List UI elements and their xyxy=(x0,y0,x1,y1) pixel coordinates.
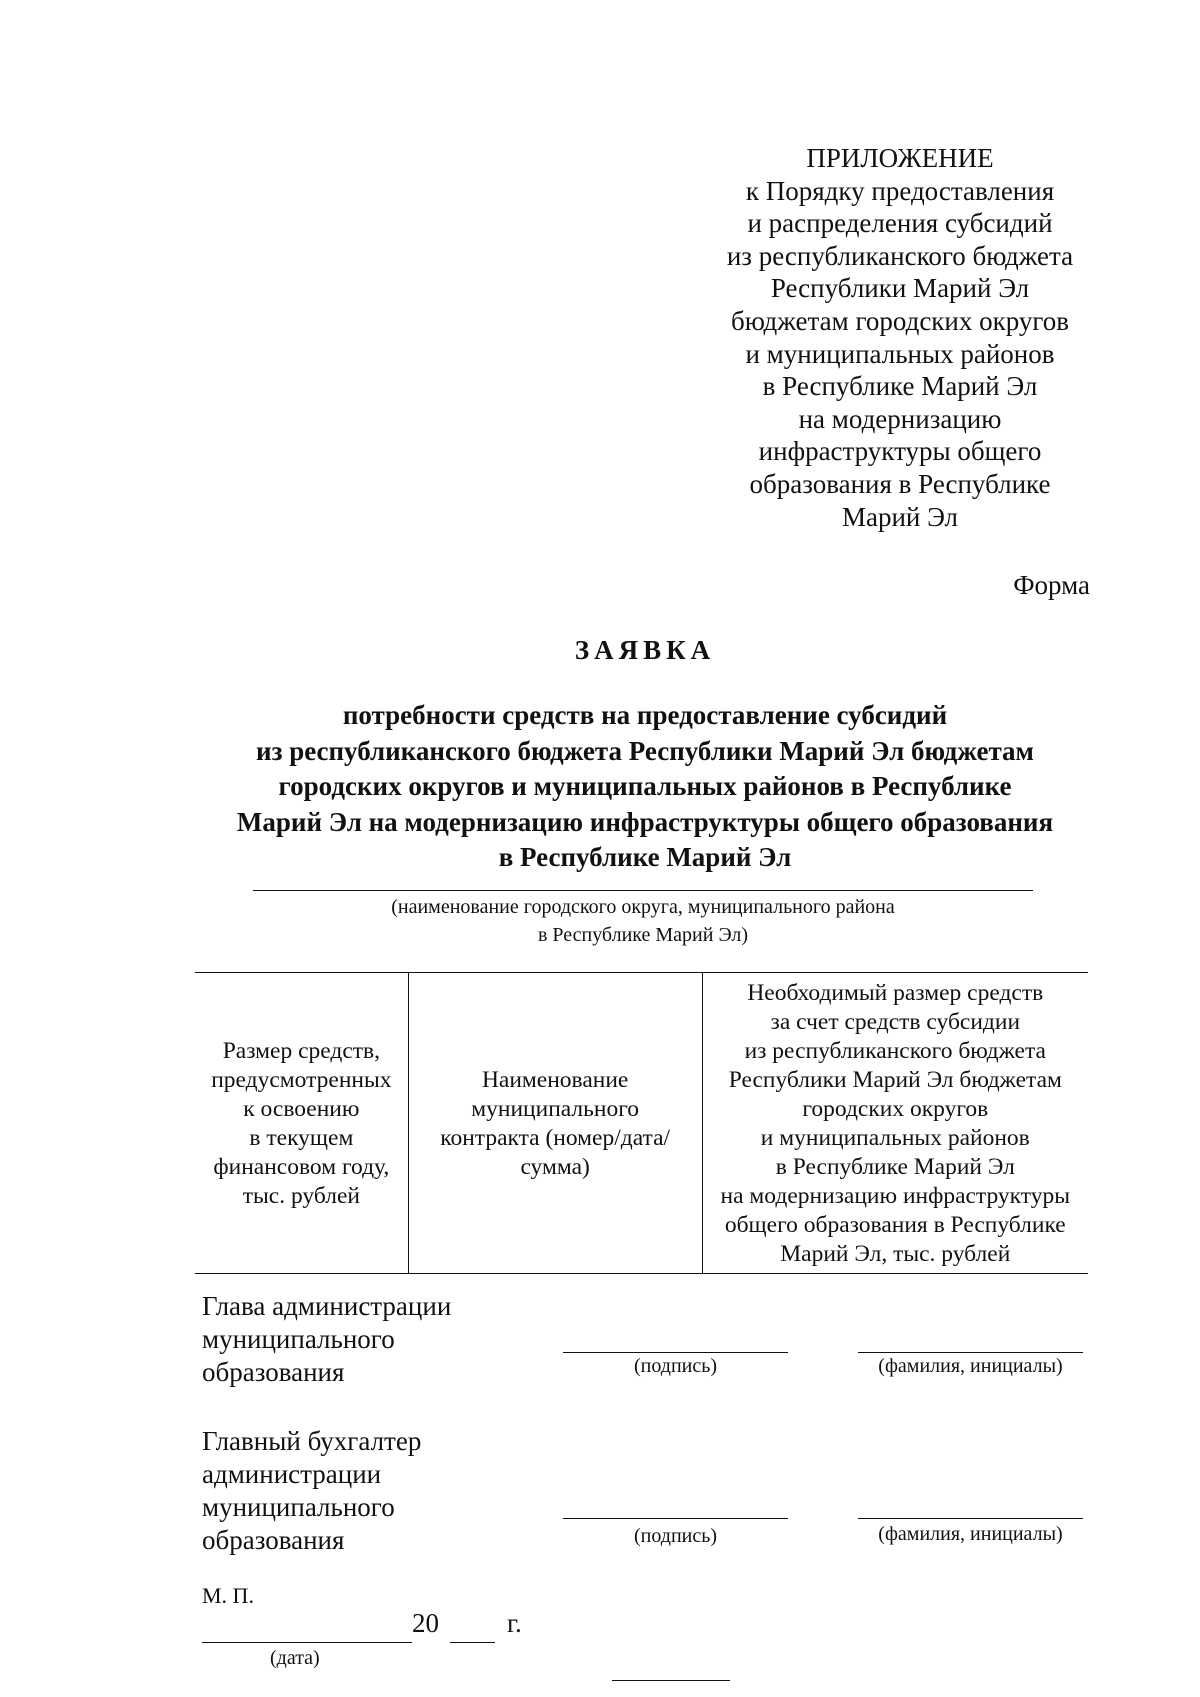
header-line: из республиканского бюджета xyxy=(744,1038,1046,1064)
municipality-name-blank[interactable] xyxy=(253,890,1033,891)
header-line: в текущем xyxy=(249,1125,354,1151)
date-field xyxy=(202,1608,562,1644)
table-header-row xyxy=(195,973,1088,1274)
header-line: Необходимый размер средств xyxy=(747,980,1044,1006)
date-day-month-blank[interactable] xyxy=(202,1642,412,1643)
accountant-signature-blank[interactable] xyxy=(563,1518,788,1519)
hint-line: в Республике Марий Эл) xyxy=(537,924,749,946)
appendix-line: на модернизацию xyxy=(798,403,1002,434)
header-line: городских округов xyxy=(802,1096,989,1122)
header-line: в Республике Марий Эл xyxy=(775,1154,1015,1180)
column-header-contract xyxy=(408,973,702,1274)
header-line: финансовом году, xyxy=(213,1154,390,1180)
header-line: Размер средств, xyxy=(222,1038,381,1064)
signature-title-line: Глава администрации xyxy=(202,1291,452,1321)
appendix-heading: ПРИЛОЖЕНИЕ xyxy=(806,143,994,173)
accountant-name-blank[interactable] xyxy=(858,1518,1083,1519)
date-century: 20 xyxy=(412,1608,439,1638)
appendix-line: Марий Эл xyxy=(841,501,959,532)
header-line: и муниципальных районов xyxy=(760,1125,1030,1151)
chief-accountant-title xyxy=(202,1425,421,1557)
head-signature-caption: (подпись) xyxy=(633,1355,718,1377)
signature-title-line: образования xyxy=(202,1357,345,1387)
appendix-line: образования в Республике xyxy=(749,468,1051,499)
subtitle-line: городских округов и муниципальных районов в Республике xyxy=(278,771,1012,801)
header-line: Марий Эл, тыс. рублей xyxy=(780,1241,1011,1267)
head-name-caption: (фамилия, инициалы) xyxy=(878,1355,1063,1377)
header-line: Республики Марий Эл бюджетам xyxy=(728,1067,1062,1093)
header-line: тыс. рублей xyxy=(242,1183,360,1209)
subtitle-line: Марий Эл на модернизацию инфраструктуры общего образования xyxy=(236,806,1054,837)
page-footer-dash xyxy=(612,1680,730,1681)
signature-title-line: администрации xyxy=(202,1459,382,1489)
municipality-name-hint xyxy=(253,893,1033,949)
head-signature-blank[interactable] xyxy=(563,1352,788,1353)
hint-line: (наименование городского округа, муниципального района xyxy=(391,896,895,918)
document-subtitle xyxy=(150,698,1140,876)
signature-title-line: муниципального xyxy=(202,1492,395,1522)
header-line: сумма) xyxy=(520,1154,590,1180)
form-label: Форма xyxy=(1013,570,1090,600)
signature-title-line: Главный бухгалтер xyxy=(202,1426,422,1456)
appendix-line: бюджетам городских округов xyxy=(730,305,1070,336)
appendix-line: из республиканского бюджета xyxy=(726,240,1074,271)
subtitle-line: из республиканского бюджета Республики Марий Эл бюджетам xyxy=(256,735,1034,766)
request-table xyxy=(195,972,1088,1274)
header-line: муниципального xyxy=(471,1096,639,1122)
appendix-line: к Порядку предоставления xyxy=(745,175,1055,206)
header-line: Наименование xyxy=(481,1067,629,1093)
header-line: контракта (номер/дата/ xyxy=(440,1125,671,1151)
accountant-name-caption: (фамилия, инициалы) xyxy=(878,1523,1063,1545)
appendix-line: и муниципальных районов xyxy=(745,338,1055,369)
header-line: к освоению xyxy=(243,1096,360,1122)
header-line: за счет средств субсидии xyxy=(770,1009,1021,1035)
appendix-block xyxy=(690,142,1110,533)
subtitle-line: в Республике Марий Эл xyxy=(498,842,792,872)
column-header-planned-funds xyxy=(195,973,408,1274)
header-line: предусмотренных xyxy=(211,1067,392,1093)
header-line: на модернизацию инфраструктуры xyxy=(720,1183,1071,1209)
head-name-blank[interactable] xyxy=(858,1352,1083,1353)
accountant-signature-caption: (подпись) xyxy=(633,1525,718,1547)
subtitle-line: потребности средств на предоставление субсидий xyxy=(342,700,948,730)
column-header-required-funds xyxy=(702,973,1088,1274)
date-year-blank[interactable] xyxy=(450,1642,495,1643)
stamp-placeholder-label: М. П. xyxy=(202,1583,254,1608)
signature-title-line: муниципального xyxy=(202,1324,395,1354)
header-line: общего образования в Республике xyxy=(724,1212,1066,1238)
date-caption: (дата) xyxy=(270,1647,320,1669)
head-of-administration-title xyxy=(202,1290,451,1389)
appendix-line: в Республике Марий Эл xyxy=(762,371,1038,402)
signature-title-line: образования xyxy=(202,1525,345,1555)
document-title: ЗАЯВКА xyxy=(574,635,716,665)
appendix-line: и распределения субсидий xyxy=(747,208,1053,239)
appendix-line: Республики Марий Эл xyxy=(770,273,1030,304)
date-year-suffix: г. xyxy=(507,1608,522,1638)
appendix-line: инфраструктуры общего xyxy=(758,436,1042,467)
